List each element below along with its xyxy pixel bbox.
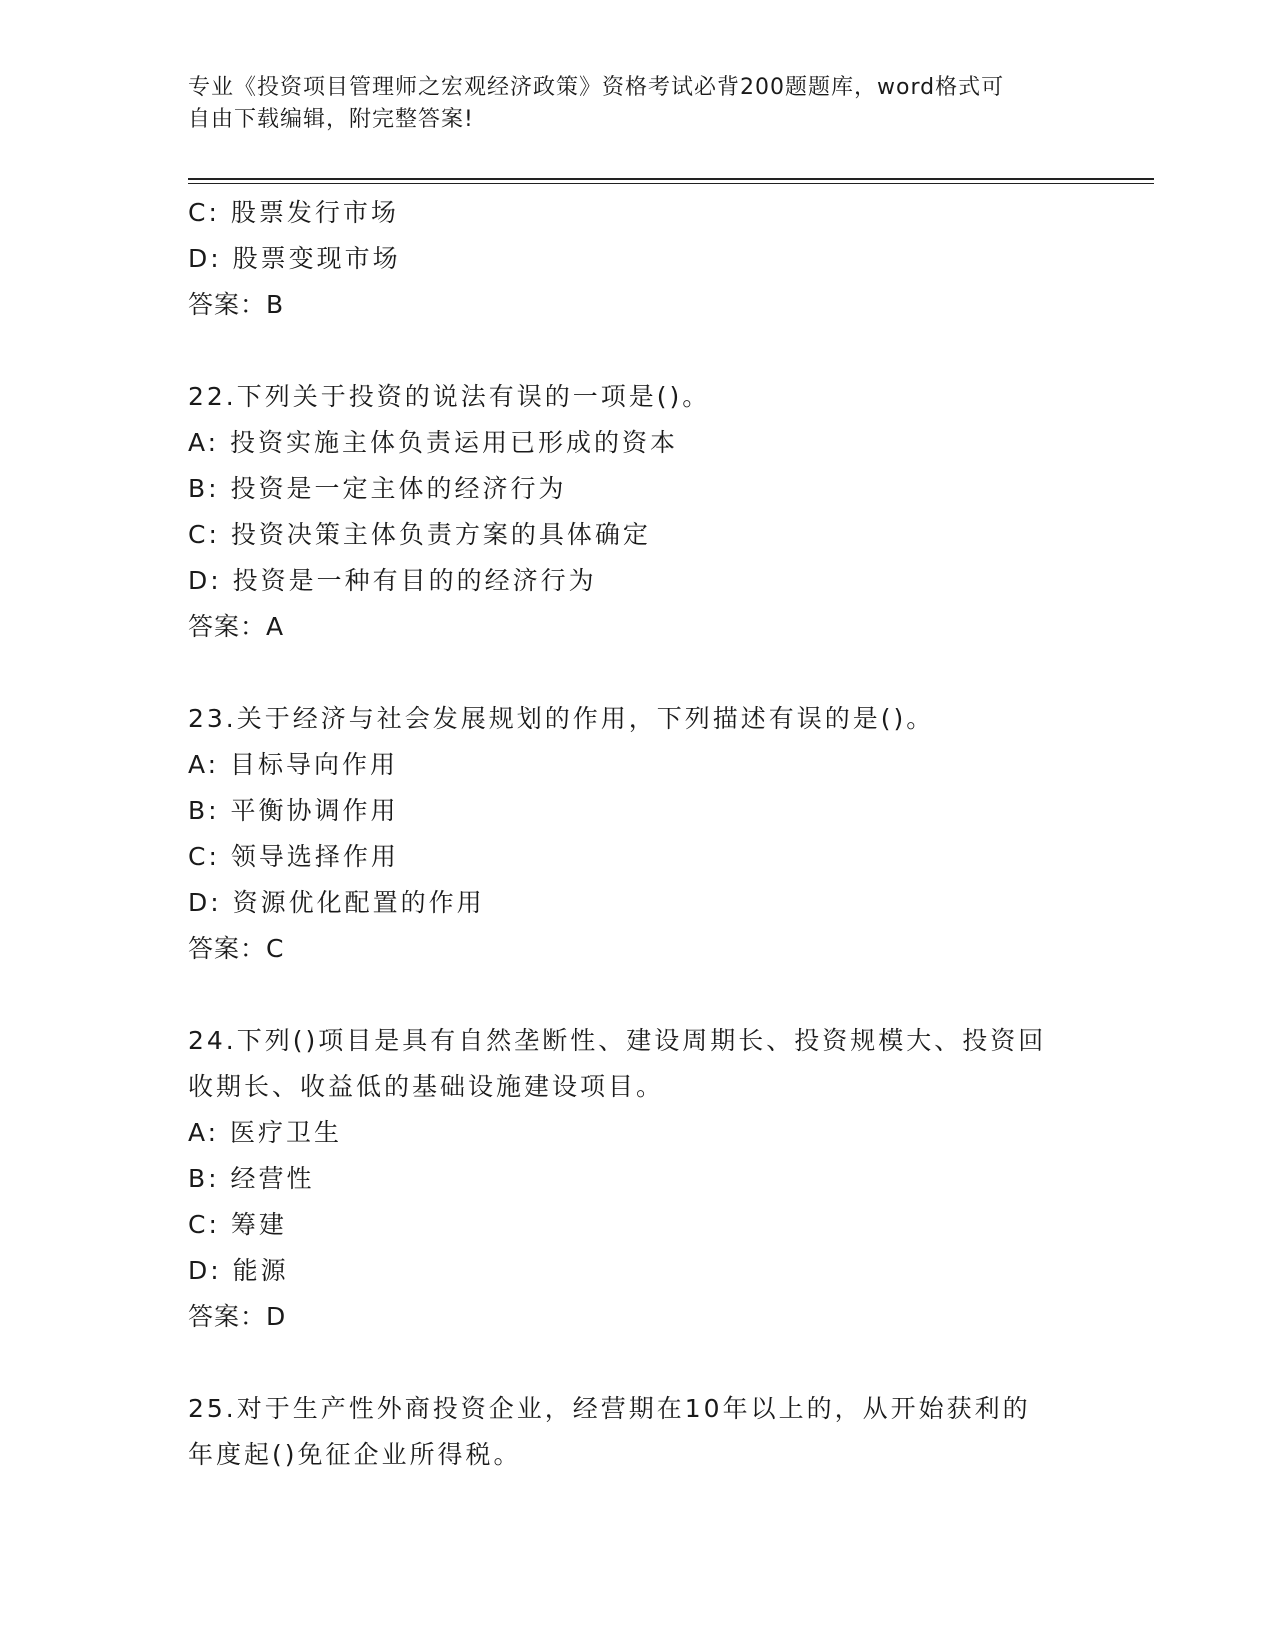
document-header	[188, 72, 1068, 136]
option-c: C: 筹建	[188, 1210, 287, 1239]
answer-line: 答案：B	[188, 290, 285, 319]
option-b: B: 经营性	[188, 1164, 315, 1193]
question-stem-line-2: 年度起()免征企业所得税。	[188, 1440, 522, 1469]
header-line-1: 专业《投资项目管理师之宏观经济政策》资格考试必背200题题库，word格式可	[188, 75, 1005, 100]
answer-line: 答案：C	[188, 934, 285, 963]
option-a: A: 医疗卫生	[188, 1118, 343, 1147]
header-rule-thick	[188, 178, 1154, 180]
option-b: B: 平衡协调作用	[188, 796, 399, 825]
header-line-2: 自由下载编辑，附完整答案!	[188, 107, 474, 132]
question-stem-line-1: 25.对于生产性外商投资企业，经营期在10年以上的，从开始获利的	[188, 1394, 1031, 1423]
option-d: D: 股票变现市场	[188, 244, 401, 273]
option-c: C: 股票发行市场	[188, 198, 399, 227]
option-d: D: 能源	[188, 1256, 289, 1285]
question-22	[188, 374, 1088, 650]
option-b: B: 投资是一定主体的经济行为	[188, 474, 567, 503]
answer-line: 答案：A	[188, 612, 285, 641]
question-list	[188, 190, 1088, 1478]
header-rule-thin	[188, 183, 1154, 184]
option-c: C: 投资决策主体负责方案的具体确定	[188, 520, 651, 549]
question-stem-line-2: 收期长、收益低的基础设施建设项目。	[188, 1072, 665, 1101]
option-d: D: 资源优化配置的作用	[188, 888, 485, 917]
question-stem: 23.关于经济与社会发展规划的作用，下列描述有误的是()。	[188, 704, 935, 733]
option-a: A: 投资实施主体负责运用已形成的资本	[188, 428, 679, 457]
question-21-tail	[188, 190, 1088, 328]
question-stem: 22.下列关于投资的说法有误的一项是()。	[188, 382, 711, 411]
option-c: C: 领导选择作用	[188, 842, 399, 871]
question-stem-line-1: 24.下列()项目是具有自然垄断性、建设周期长、投资规模大、投资回	[188, 1026, 1047, 1055]
option-a: A: 目标导向作用	[188, 750, 399, 779]
answer-line: 答案：D	[188, 1302, 287, 1331]
question-24	[188, 1018, 1088, 1340]
question-25	[188, 1386, 1088, 1478]
option-d: D: 投资是一种有目的的经济行为	[188, 566, 597, 595]
question-23	[188, 696, 1088, 972]
